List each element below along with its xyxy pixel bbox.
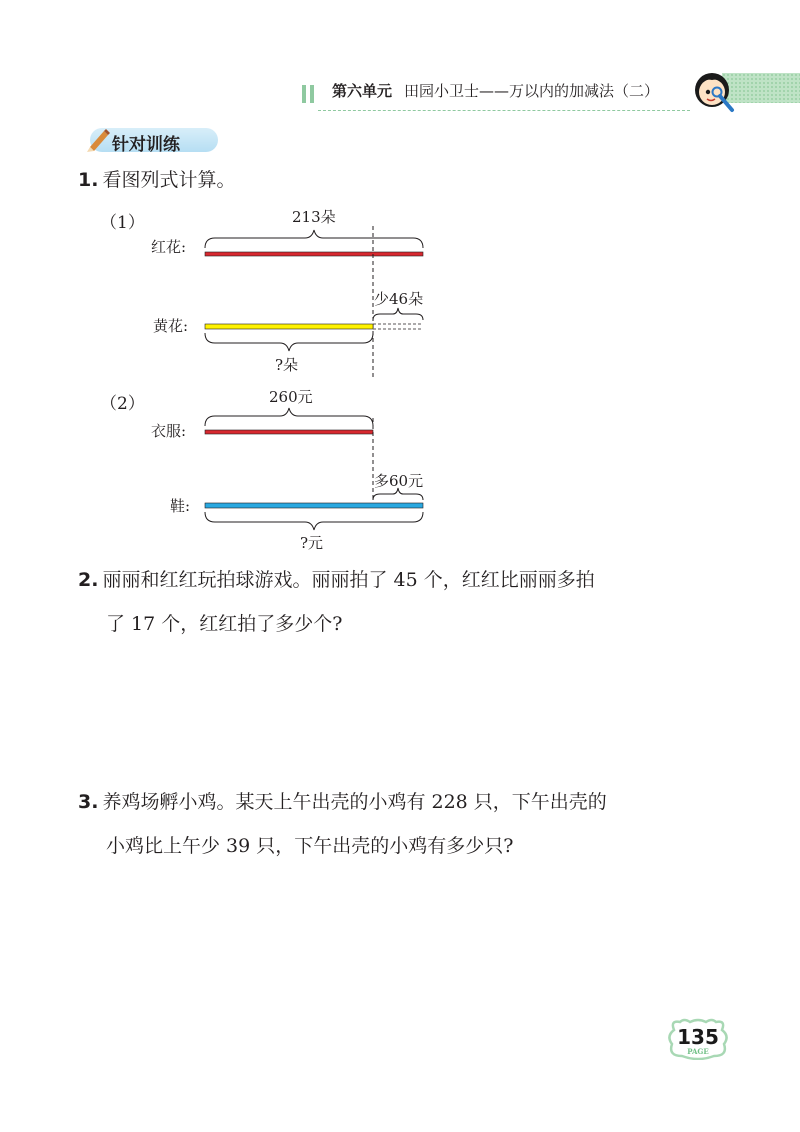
part-2-label: （2）: [100, 394, 145, 414]
yellow-question: ?朵: [275, 356, 299, 374]
clothes-value: 260元: [269, 388, 313, 406]
shoes-question: ?元: [300, 534, 324, 552]
page-word: PAGE: [687, 1047, 709, 1056]
part-1-label: （1）: [100, 213, 145, 233]
section-title: 针对训练: [112, 135, 180, 155]
question-3: [78, 780, 738, 868]
clothes-bar: [205, 430, 373, 434]
question-3-line2: 小鸡比上午少 39 只，下午出壳的小鸡有多少只?: [106, 835, 514, 857]
page-number: 135: [677, 1025, 719, 1049]
top-brace-1: [205, 230, 423, 248]
shoes-label: 鞋:: [170, 497, 191, 515]
shoes-diff-value: 多60元: [374, 472, 424, 490]
red-flower-label: 红花:: [151, 238, 187, 256]
question-3-line1: 养鸡场孵小鸡。某天上午出壳的小鸡有 228 只，下午出壳的: [102, 791, 607, 813]
unit-title: 第六单元: [332, 82, 393, 100]
page-badge: [664, 1018, 732, 1060]
yellow-flower-bar: [205, 324, 373, 329]
red-flower-bar: [205, 252, 423, 256]
bottom-brace-1: [205, 333, 373, 351]
yellow-flower-label: 黄花:: [153, 317, 189, 335]
question-1-number: 1.: [78, 169, 99, 191]
question-2-line2: 了 17 个，红红拍了多少个?: [106, 613, 343, 635]
clothes-label: 衣服:: [151, 422, 187, 440]
diff-brace-1: [373, 308, 423, 320]
question-2: [78, 558, 738, 646]
shoes-bar: [205, 503, 423, 508]
yellow-diff-value: 少46朵: [374, 290, 424, 308]
red-flower-value: 213朵: [292, 208, 336, 226]
top-brace-2: [205, 408, 373, 426]
bottom-brace-2: [205, 512, 423, 530]
question-2-number: 2.: [78, 569, 99, 591]
question-3-number: 3.: [78, 791, 99, 813]
question-2-line1: 丽丽和红红玩拍球游戏。丽丽拍了 45 个，红红比丽丽多拍: [102, 569, 595, 591]
question-1-text: 看图列式计算。: [102, 169, 236, 191]
unit-subtitle: 田园小卫士——万以内的加减法（二）: [404, 82, 660, 100]
